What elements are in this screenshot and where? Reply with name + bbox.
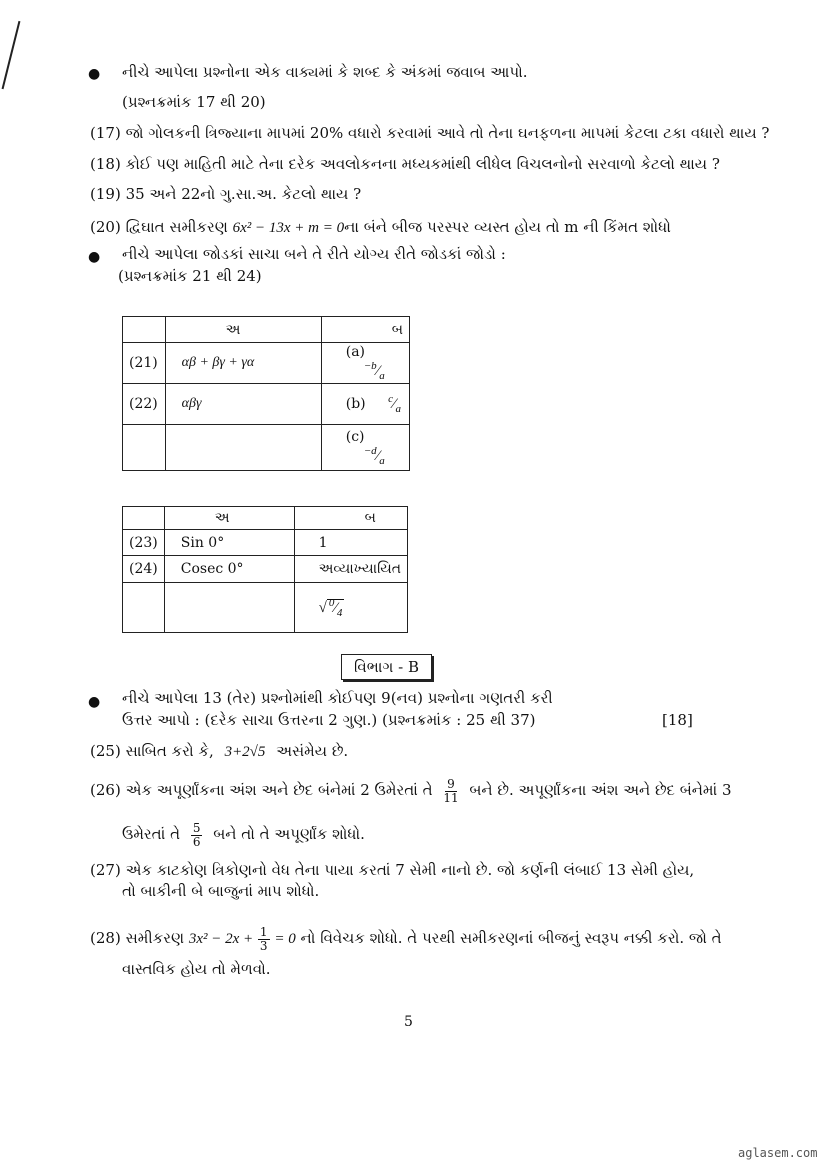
section-instruction-2: ઉત્તર આપો : (દરેક સાચા ઉત્તરના 2 ગુણ.) (પ્રશ્નક્રમાંક : 25 થી 37) xyxy=(122,711,536,729)
row-number xyxy=(123,425,166,471)
question-20 xyxy=(90,218,671,237)
fraction: $^c⁄_a$ xyxy=(388,393,401,415)
cell-a xyxy=(164,583,294,633)
question-25 xyxy=(90,742,348,761)
root-fraction: √ $^0⁄_4$ xyxy=(318,596,343,619)
bullet: ● xyxy=(88,66,101,82)
question-number: (27) xyxy=(90,861,121,879)
question-26-line-1 xyxy=(90,778,732,804)
cell-b xyxy=(321,384,409,425)
question-number: (25) xyxy=(90,742,121,760)
question-18 xyxy=(90,155,720,173)
section-instruction-1: નીચે આપેલા 13 (તેર) પ્રશ્નોમાંથી કોઈપણ 9(નવ) પ્રશ્નોના ગણતરી કરી xyxy=(122,689,553,707)
question-26-line-2 xyxy=(122,822,365,848)
row-number: (21) xyxy=(123,343,166,384)
question-text: કોઈ પણ માહિતી માટે તેના દરેક અવલોકનના મધ્યકમાંથી લીધેલ વિચલનોનો સરવાળો કેટલો થાય ? xyxy=(125,155,720,173)
instruction-one-word: નીચે આપેલા પ્રશ્નોના એક વાક્યમાં કે શબ્દ કે અંકમાં જવાબ આપો. xyxy=(122,63,528,81)
expression: 3+2√5 xyxy=(224,744,266,760)
margin-mark xyxy=(2,21,20,89)
question-number: (19) xyxy=(90,185,121,203)
cell-a: Cosec 0° xyxy=(164,556,294,583)
question-text-a: સાબિત કરો કે, xyxy=(125,742,214,760)
cell-b xyxy=(321,343,409,384)
section-title: વિભાગ - B xyxy=(341,654,432,680)
fraction: $\frac{1}{3}$ xyxy=(259,925,268,953)
question-text-b: અસંમેય છે. xyxy=(276,742,349,760)
row-number xyxy=(123,583,165,633)
table-row xyxy=(123,384,410,425)
question-text: જો ગોલકની ત્રિજ્યાના માપમાં 20% વધારો કરવામાં આવે તો તેના ઘનફળના માપમાં કેટલા ટકા વધારો થાય ? xyxy=(125,124,770,142)
column-header-a: અ xyxy=(164,507,294,530)
page-number: 5 xyxy=(404,1014,413,1030)
bullet: ● xyxy=(88,249,101,265)
row-number: (24) xyxy=(123,556,165,583)
cell-b xyxy=(321,425,409,471)
option-label: (c) xyxy=(345,428,365,445)
quadratic-equation: 6x² − 13x + m = 0 xyxy=(232,220,345,236)
match-table-1 xyxy=(122,316,410,471)
question-text: 35 અને 22નો ગુ.સા.અ. કેટલો થાય ? xyxy=(125,185,362,203)
question-text: એક અપૂર્ણાંકના અંશ અને છેદ બંનેમાં 2 ઉમેરતાં તે xyxy=(125,781,433,800)
question-19 xyxy=(90,185,361,203)
equation-part: = 0 xyxy=(274,931,296,948)
table-row xyxy=(123,583,408,633)
question-text: બને તો તે અપૂર્ણાંક શોધો. xyxy=(213,825,365,844)
question-text: સમીકરણ xyxy=(125,929,185,948)
question-28-line-1 xyxy=(90,926,722,952)
question-text: નો વિવેચક શોધો. તે પરથી સમીકરણનાં બીજનું સ્વરૂપ નક્કી કરો. જો તે xyxy=(300,929,722,948)
question-number: (20) xyxy=(90,218,121,236)
cell-b: અવ્યાખ્યાયિત xyxy=(294,556,407,583)
instruction-match: નીચે આપેલા જોડકાં સાચા બને તે રીતે યોગ્ય રીતે જોડકાં જોડો : xyxy=(122,245,506,263)
footer-watermark: aglasem.com xyxy=(738,1146,818,1160)
table-row xyxy=(123,556,408,583)
instruction-match-range: (પ્રશ્નક્રમાંક 21 થી 24) xyxy=(118,267,262,285)
column-header-b: બ xyxy=(321,317,409,343)
match-table-2 xyxy=(122,506,408,633)
column-header-a: અ xyxy=(165,317,321,343)
cell-a xyxy=(165,425,321,471)
question-27-line-1 xyxy=(90,861,694,879)
fraction: $^{-b}⁄_a$ xyxy=(363,360,385,382)
question-17 xyxy=(90,124,769,142)
question-text-a: દ્વિઘાત સમીકરણ xyxy=(125,218,228,236)
question-27-line-2: તો બાકીની બે બાજુનાં માપ શોધો. xyxy=(122,882,320,900)
question-number: (26) xyxy=(90,781,121,800)
table-row xyxy=(123,530,408,556)
cell-b xyxy=(294,583,407,633)
option-label: (b) xyxy=(345,396,366,412)
bullet: ● xyxy=(88,694,101,710)
question-text-b: ના બંને બીજ પરસ્પર વ્યસ્ત હોય તો m ની કિંમત શોધો xyxy=(344,218,671,236)
question-text: એક કાટકોણ ત્રિકોણનો વેધ તેના પાયા કરતાં 7 સેમી નાનો છે. જો કર્ણની લંબાઈ 13 સેમી હોય, xyxy=(125,861,695,879)
instruction-one-word-range: (પ્રશ્નક્રમાંક 17 થી 20) xyxy=(122,93,266,111)
cell-a: αβγ xyxy=(165,384,321,425)
table-row xyxy=(123,343,410,384)
equation-part: 3x² − 2x + xyxy=(188,931,254,948)
question-number: (28) xyxy=(90,929,121,948)
question-28-line-2: વાસ્તવિક હોય તો મેળવો. xyxy=(122,960,271,978)
option-label: (a) xyxy=(345,344,366,360)
question-text: ઉમેરતાં તે xyxy=(122,825,181,844)
question-text: બને છે. અપૂર્ણાંકના અંશ અને છેદ બંનેમાં 3 xyxy=(469,781,732,800)
row-number: (23) xyxy=(123,530,165,556)
cell-a: αβ + βγ + γα xyxy=(165,343,321,384)
question-number: (17) xyxy=(90,124,121,142)
table-row xyxy=(123,425,410,471)
fraction: $\frac{9}{11}$ xyxy=(443,777,459,805)
row-number: (22) xyxy=(123,384,166,425)
fraction: $\frac{5}{6}$ xyxy=(192,821,201,849)
cell-b: 1 xyxy=(294,530,407,556)
question-number: (18) xyxy=(90,155,121,173)
cell-a: Sin 0° xyxy=(164,530,294,556)
fraction: $^{-d}⁄_a$ xyxy=(363,444,385,467)
section-marks: [18] xyxy=(662,711,693,729)
column-header-b: બ xyxy=(294,507,407,530)
